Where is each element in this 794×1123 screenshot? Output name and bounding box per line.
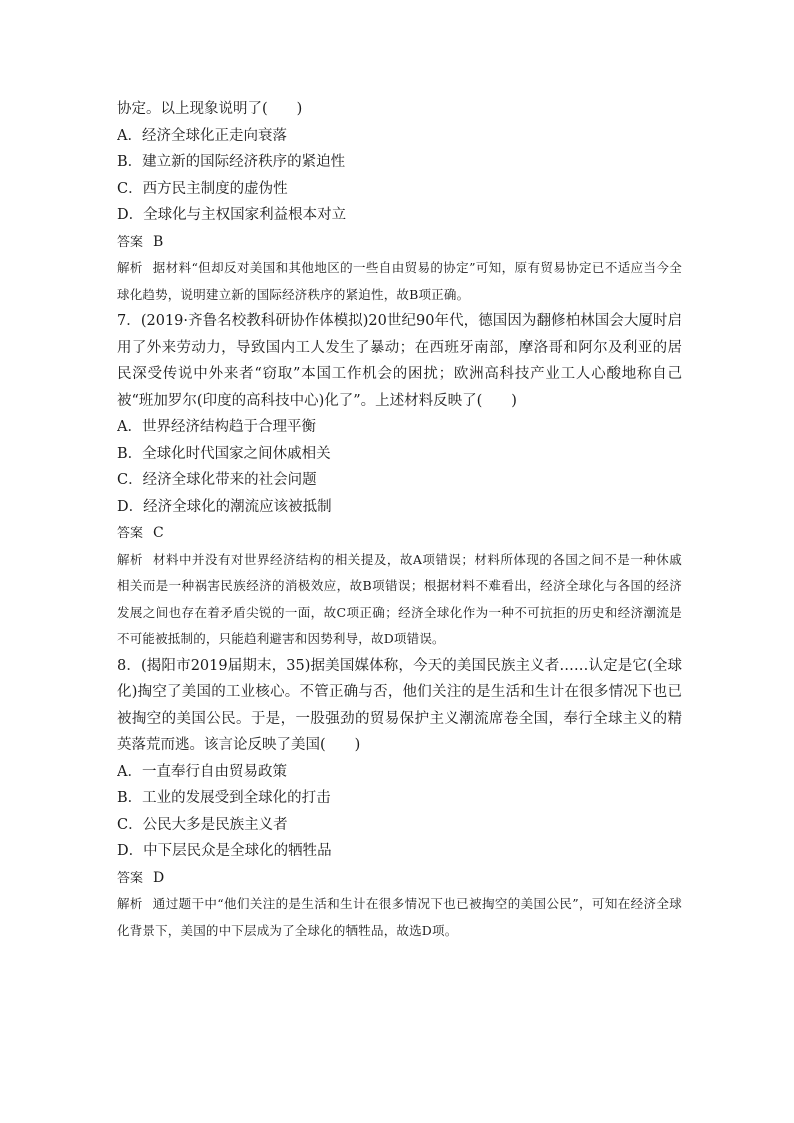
q6-option-b: B．建立新的国际经济秩序的紧迫性	[117, 154, 346, 170]
q6-analysis	[117, 255, 682, 308]
q6-analysis-label: 解析	[117, 260, 143, 275]
q8-answer-row	[117, 865, 682, 892]
q6-option-d: D．全球化与主权国家利益根本对立	[117, 207, 347, 223]
q8-analysis-label: 解析	[117, 896, 143, 911]
q8-answer-label: 答案	[117, 870, 144, 886]
document-page	[117, 96, 682, 944]
q7-answer-value: C	[153, 525, 164, 541]
q6-stem-tail: 协定。以上现象说明了( )	[117, 101, 303, 117]
q7-option-c: C．经济全球化带来的社会问题	[117, 472, 317, 488]
q8-analysis-text: 通过题干中“他们关注的是生活和生计在很多情况下也已被掏空的美国公民”，可知在经济全球化背景下，美国的中下层成为了全球化的牺牲品，故选D项。	[117, 896, 682, 938]
q6-answer-label: 答案	[117, 234, 144, 250]
q6-analysis-text: 据材料“但却反对美国和其他地区的一些自由贸易的协定”可知，原有贸易协定已不适应当今全球化趋势，说明建立新的国际经济秩序的紧迫性，故B项正确。	[117, 260, 682, 302]
q8-option-c: C．公民大多是民族主义者	[117, 816, 288, 833]
q7-option-d: D．经济全球化的潮流应该被抵制	[117, 498, 332, 515]
q7-answer-row	[117, 520, 682, 547]
q8-analysis	[117, 891, 682, 944]
q7-answer-label: 答案	[117, 526, 144, 541]
q8-option-a: A．一直奉行自由贸易政策	[117, 763, 287, 780]
q6-option-a: A．经济全球化正走向衰落	[117, 127, 287, 144]
q6-answer-row	[117, 229, 682, 256]
q7-analysis-label: 解析	[117, 551, 143, 567]
q8-stem: 8．(揭阳市2019届期末，35)据美国媒体称，今天的美国民族主义者……认定是它(全球化)掏空了美国的工业核心。不管正确与否，他们关注的是生活和生计在很多情况下也已被掏空的美国公民。于是，一股强劲的贸易保护主义潮流席卷全国，奉行全球主义的精英落荒而逃。该言论反映了美国( )	[117, 657, 682, 753]
q6-answer-value: B	[153, 233, 164, 250]
q8-answer-value: D	[153, 869, 165, 886]
q7-analysis	[117, 547, 682, 653]
q6-option-c: C．西方民主制度的虚伪性	[117, 180, 288, 197]
q8-option-d: D．中下层民众是全球化的牺牲品	[117, 843, 332, 859]
q7-option-b: B．全球化时代国家之间休戚相关	[117, 445, 331, 462]
q8-option-b: B．工业的发展受到全球化的打击	[117, 790, 331, 806]
q7-analysis-text: 材料中并没有对世界经济结构的相关提及，故A项错误；材料所体现的各国之间不是一种休戚相关而是一种祸害民族经济的消极效应，故B项错误；根据材料不难看出，经济全球化与各国的经济发展之间也存在着矛盾尖锐的一面，故C项正确；经济全球化作为一种不可抗拒的历史和经济潮流是不可能被抵制的，只能趋利避害和因势利导，故D项错误。	[117, 551, 682, 646]
q7-stem: 7．(2019·齐鲁名校教科研协作体模拟)20世纪90年代，德国因为翻修柏林国会大厦时启用了外来劳动力，导致国内工人发生了暴动；在西班牙南部，摩洛哥和阿尔及利亚的居民深受传说中外来者“窃取”本国工作机会的困扰；欧洲高科技产业工人心酸地称自己被“班加罗尔(印度的高科技中心)化了”。上述材料反映了( )	[117, 313, 682, 409]
q7-option-a: A．世界经济结构趋于合理平衡	[117, 419, 316, 435]
